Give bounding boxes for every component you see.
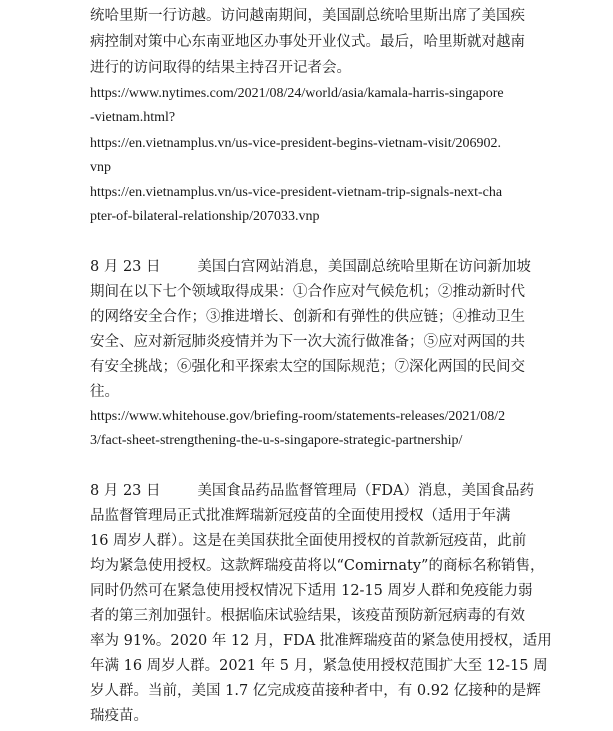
paragraph-line: 安全、应对新冠肺炎疫情并为下一次大流行做准备；⑤应对两国的共 <box>90 334 525 350</box>
paragraph-line: 的网络安全合作；③推进增长、创新和有弹性的供应链；④推动卫生 <box>90 309 525 325</box>
source-link[interactable]: https://en.vietnamplus.vn/us-vice-president-begins-vietnam-visit/206902. <box>90 136 501 151</box>
paragraph-line: 者的第三剂加强针。根据临床试验结果，该疫苗预防新冠病毒的有效 <box>90 608 525 624</box>
source-link[interactable]: vnp <box>90 160 111 175</box>
source-link[interactable]: pter-of-bilateral-relationship/207033.vnp <box>90 209 320 224</box>
paragraph-line: 均为紧急使用授权。这款辉瑞疫苗将以“Comirnaty”的商标名称销售， <box>90 558 545 574</box>
paragraph-line: 率为 91%。2020 年 12 月，FDA 批准辉瑞疫苗的紧急使用授权，适用 <box>90 633 552 649</box>
entry-heading-line: 8 月 23 日 美国白宫网站消息，美国副总统哈里斯在访问新加坡 <box>90 259 531 275</box>
source-link[interactable]: https://www.whitehouse.gov/briefing-room/statements-releases/2021/08/2 <box>90 409 506 424</box>
paragraph-line: 岁人群。当前，美国 1.7 亿完成疫苗接种者中，有 0.92 亿接种的是辉 <box>90 683 541 699</box>
source-link[interactable]: https://en.vietnamplus.vn/us-vice-president-vietnam-trip-signals-next-cha <box>90 185 503 200</box>
entry-heading-line: 8 月 23 日 美国食品药品监督管理局（FDA）消息，美国食品药 <box>90 483 535 499</box>
paragraph-line: 瑞疫苗。 <box>90 708 148 724</box>
paragraph-line: 病控制对策中心东南亚地区办事处开业仪式。最后，哈里斯就对越南 <box>90 34 525 50</box>
source-link[interactable]: 3/fact-sheet-strengthening-the-u-s-singapore-strategic-partnership/ <box>90 433 463 448</box>
paragraph-line: 同时仍然可在紧急使用授权情况下适用 12-15 周岁人群和免疫能力弱 <box>90 583 533 599</box>
paragraph-line: 品监督管理局正式批准辉瑞新冠疫苗的全面使用授权（适用于年满 <box>90 508 511 524</box>
source-link[interactable]: https://www.nytimes.com/2021/08/24/world/asia/kamala-harris-singapore <box>90 86 504 101</box>
paragraph-line: 16 周岁人群）。这是在美国获批全面使用授权的首款新冠疫苗，此前 <box>90 533 527 549</box>
paragraph-line: 年满 16 周岁人群。2021 年 5 月，紧急使用授权范围扩大至 12-15 周 <box>90 658 548 674</box>
paragraph-line: 有安全挑战；⑥强化和平探索太空的国际规范；⑦深化两国的民间交 <box>90 359 525 375</box>
paragraph-line: 往。 <box>90 384 119 400</box>
paragraph-line: 期间在以下七个领域取得成果：①合作应对气候危机；②推动新时代 <box>90 284 525 300</box>
paragraph-line: 进行的访问取得的结果主持召开记者会。 <box>90 60 351 76</box>
paragraph-line: 统哈里斯一行访越。访问越南期间，美国副总统哈里斯出席了美国疾 <box>90 8 525 24</box>
source-link[interactable]: -vietnam.html? <box>90 110 176 125</box>
